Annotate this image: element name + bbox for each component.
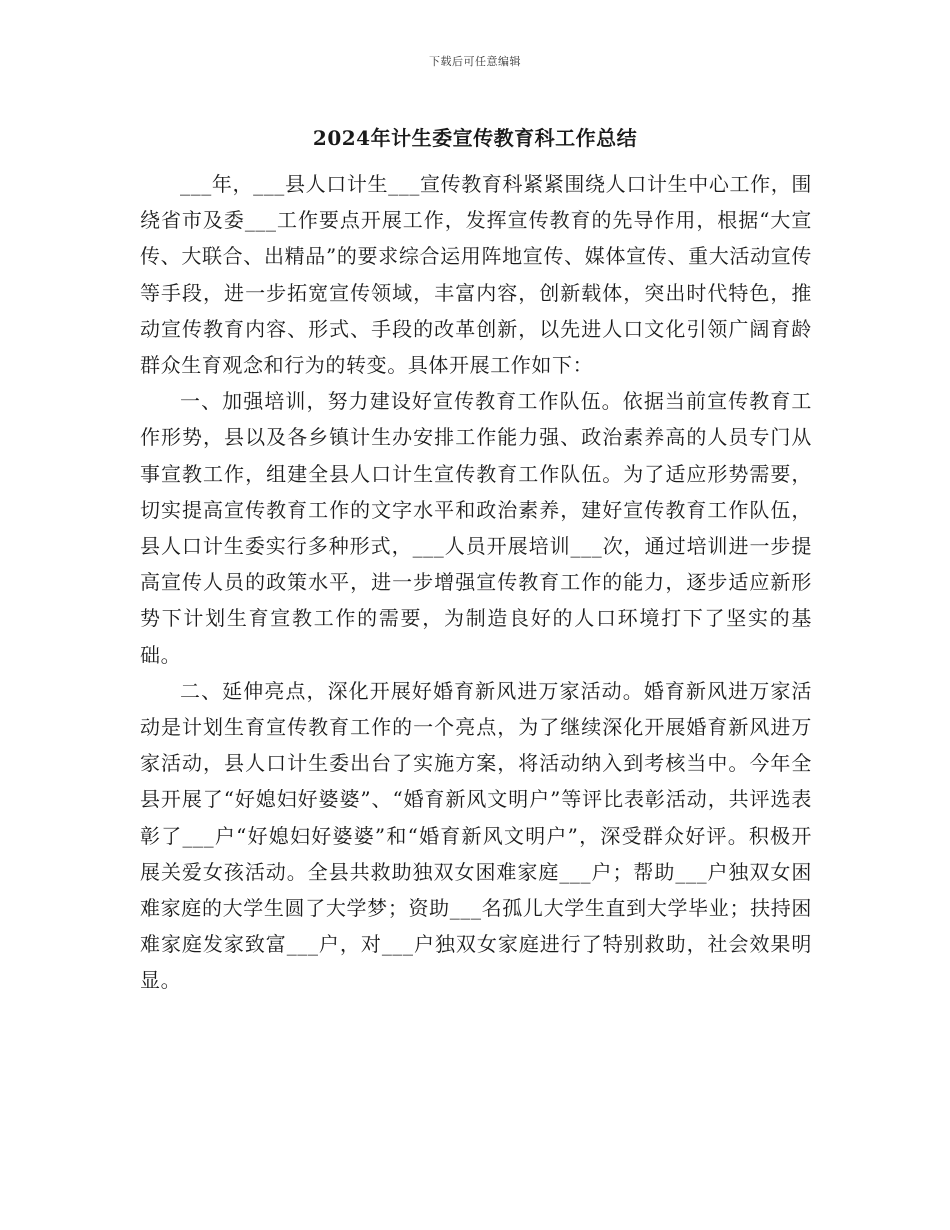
- document-body: [140, 166, 812, 999]
- paragraph-intro: ___年，___县人口计生___宣传教育科紧紧围绕人口计生中心工作，围绕省市及委___工作要点开展工作，发挥宣传教育的先导作用，根据“大宣传、大联合、出精品”的要求综合运用阵地宣传、媒体宣传、重大活动宣传等手段，进一步拓宽宣传领域，丰富内容，创新载体，突出时代特色，推动宣传教育内容、形式、手段的改革创新，以先进人口文化引领广阔育龄群众生育观念和行为的转变。具体开展工作如下：: [140, 172, 812, 378]
- document-title: 2024年计生委宣传教育科工作总结: [312, 126, 638, 150]
- paragraph-section-2: 二、延伸亮点，深化开展好婚育新风进万家活动。婚育新风进万家活动是计划生育宣传教育工作的一个亮点，为了继续深化开展婚育新风进万家活动，县人口计生委出台了实施方案，将活动纳入到考核当中。今年全县开展了“好媳妇好婆婆”、“婚育新风文明户”等评比表彰活动，共评选表彰了___户“好媳妇好婆婆”和“婚育新风文明户”，深受群众好评。积极开展关爱女孩活动。全县共救助独双女困难家庭___户；帮助___户独双女困难家庭的大学生圆了大学梦；资助___名孤儿大学生直到大学毕业；扶持困难家庭发家致富___户，对___户独双女家庭进行了特别救助，社会效果明显。: [140, 678, 812, 993]
- paragraph-section-1: 一、加强培训，努力建设好宣传教育工作队伍。依据当前宣传教育工作形势，县以及各乡镇计生办安排工作能力强、政治素养高的人员专门从事宣教工作，组建全县人口计生宣传教育工作队伍。为了适应形势需要，切实提高宣传教育工作的文字水平和政治素养，建好宣传教育工作队伍，县人口计生委实行多种形式，___人员开展培训___次，通过培训进一步提高宣传人员的政策水平，进一步增强宣传教育工作的能力，逐步适应新形势下计划生育宣教工作的需要，为制造良好的人口环境打下了坚实的基础。: [140, 389, 812, 667]
- header-note: 下载后可任意编辑: [429, 55, 521, 68]
